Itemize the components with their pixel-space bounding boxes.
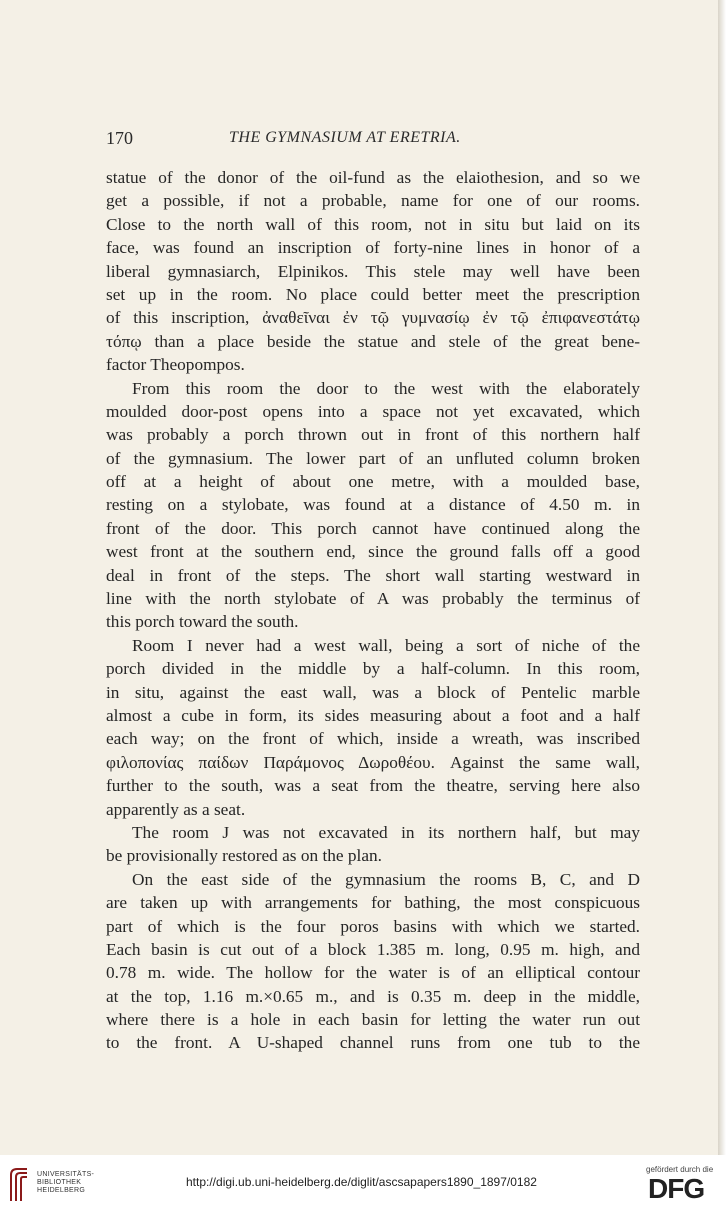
text-line: set up in the room. No place could better meet the prescription <box>106 284 640 304</box>
dfg-logo: DFG <box>648 1173 705 1204</box>
page-edge <box>718 0 726 1155</box>
running-title: THE GYMNASIUM AT ERETRIA. <box>229 129 461 146</box>
text-line: resting on a stylobate, was found at a distance of 4.50 m. in <box>106 495 640 515</box>
text-line: this porch toward the south. <box>106 612 299 632</box>
text-line: west front at the southern end, since the ground falls off a good <box>106 542 640 562</box>
text-line: front of the door. This porch cannot have continued along the <box>106 518 640 538</box>
text-line: was probably a porch thrown out in front of this northern half <box>106 425 640 445</box>
text-line: τόπῳ than a place beside the statue and stele of the great bene- <box>106 331 640 351</box>
page-number: 170 <box>106 128 133 148</box>
text-line: deal in front of the steps. The short wall starting westward in <box>106 565 640 585</box>
library-name-line: HEIDELBERG <box>37 1187 86 1194</box>
text-line: almost a cube in form, its sides measuring about a foot and a half <box>106 705 640 725</box>
text-line: in situ, against the east wall, was a block of Pentelic marble <box>106 682 640 702</box>
text-line: where there is a hole in each basin for letting the water run out <box>106 1010 640 1030</box>
library-logo-icon <box>8 1165 30 1203</box>
text-line: be provisionally restored as on the plan. <box>106 846 382 866</box>
text-line: On the east side of the gymnasium the rooms B, C, and D <box>132 869 640 889</box>
text-line: liberal gymnasiarch, Elpinikos. This stele may well have been <box>106 261 640 281</box>
text-line: The room J was not excavated in its northern half, but may <box>132 822 640 842</box>
text-line: line with the north stylobate of A was probably the terminus of <box>106 589 640 609</box>
text-line: factor Theopompos. <box>106 355 245 375</box>
text-line: to the front. A U-shaped channel runs from one tub to the <box>106 1033 640 1053</box>
text-line: face, was found an inscription of forty-nine lines in honor of a <box>106 238 640 258</box>
source-url-link[interactable]: http://digi.ub.uni-heidelberg.de/diglit/ascsapapers1890_1897/0182 <box>186 1175 537 1189</box>
text-line: φιλοπονίας παίδων Παράμονος Δωροθέου. Against the same wall, <box>106 752 640 772</box>
text-line: porch divided in the middle by a half-column. In this room, <box>106 659 640 679</box>
library-name <box>37 1171 94 1195</box>
text-line: From this room the door to the west with the elaborately <box>132 378 640 398</box>
text-line: further to the south, was a seat from the theatre, serving here also <box>106 776 640 796</box>
text-line: moulded door-post opens into a space not yet excavated, which <box>106 401 640 421</box>
library-name-line: UNIVERSITÄTS- <box>37 1171 95 1178</box>
body-text <box>106 166 640 1055</box>
text-line: statue of the donor of the oil-fund as the elaiothesion, and so we <box>106 168 640 187</box>
text-line: at the top, 1.16 m.×0.65 m., and is 0.35 m. deep in the middle, <box>106 986 640 1006</box>
library-name-line: BIBLIOTHEK <box>37 1179 82 1186</box>
text-line: Each basin is cut out of a block 1.385 m. long, 0.95 m. high, and <box>106 939 640 959</box>
text-line: are taken up with arrangements for bathing, the most conspicuous <box>106 893 640 913</box>
text-line: get a possible, if not a probable, name for one of our rooms. <box>106 191 640 211</box>
text-line: 0.78 m. wide. The hollow for the water is of an elliptical contour <box>106 963 640 983</box>
text-line: apparently as a seat. <box>106 799 246 819</box>
running-head <box>106 128 646 152</box>
text-line: of the gymnasium. The lower part of an unfluted column broken <box>106 448 640 468</box>
text-line: Room I never had a west wall, being a sort of niche of the <box>132 635 640 655</box>
text-line: of this inscription, ἀναθεῖναι ἐν τῷ γυμνασίῳ ἐν τῷ ἐπιφανεστάτῳ <box>106 308 640 328</box>
text-line: off at a height of about one metre, with a moulded base, <box>106 472 640 492</box>
text-line: Close to the north wall of this room, not in situ but laid on its <box>106 214 640 234</box>
text-line: each way; on the front of which, inside a wreath, was inscribed <box>106 729 640 749</box>
text-line: part of which is the four poros basins with which we started. <box>106 916 640 936</box>
funding-note: gefördert durch die <box>646 1165 714 1174</box>
footer-bar <box>0 1155 726 1215</box>
